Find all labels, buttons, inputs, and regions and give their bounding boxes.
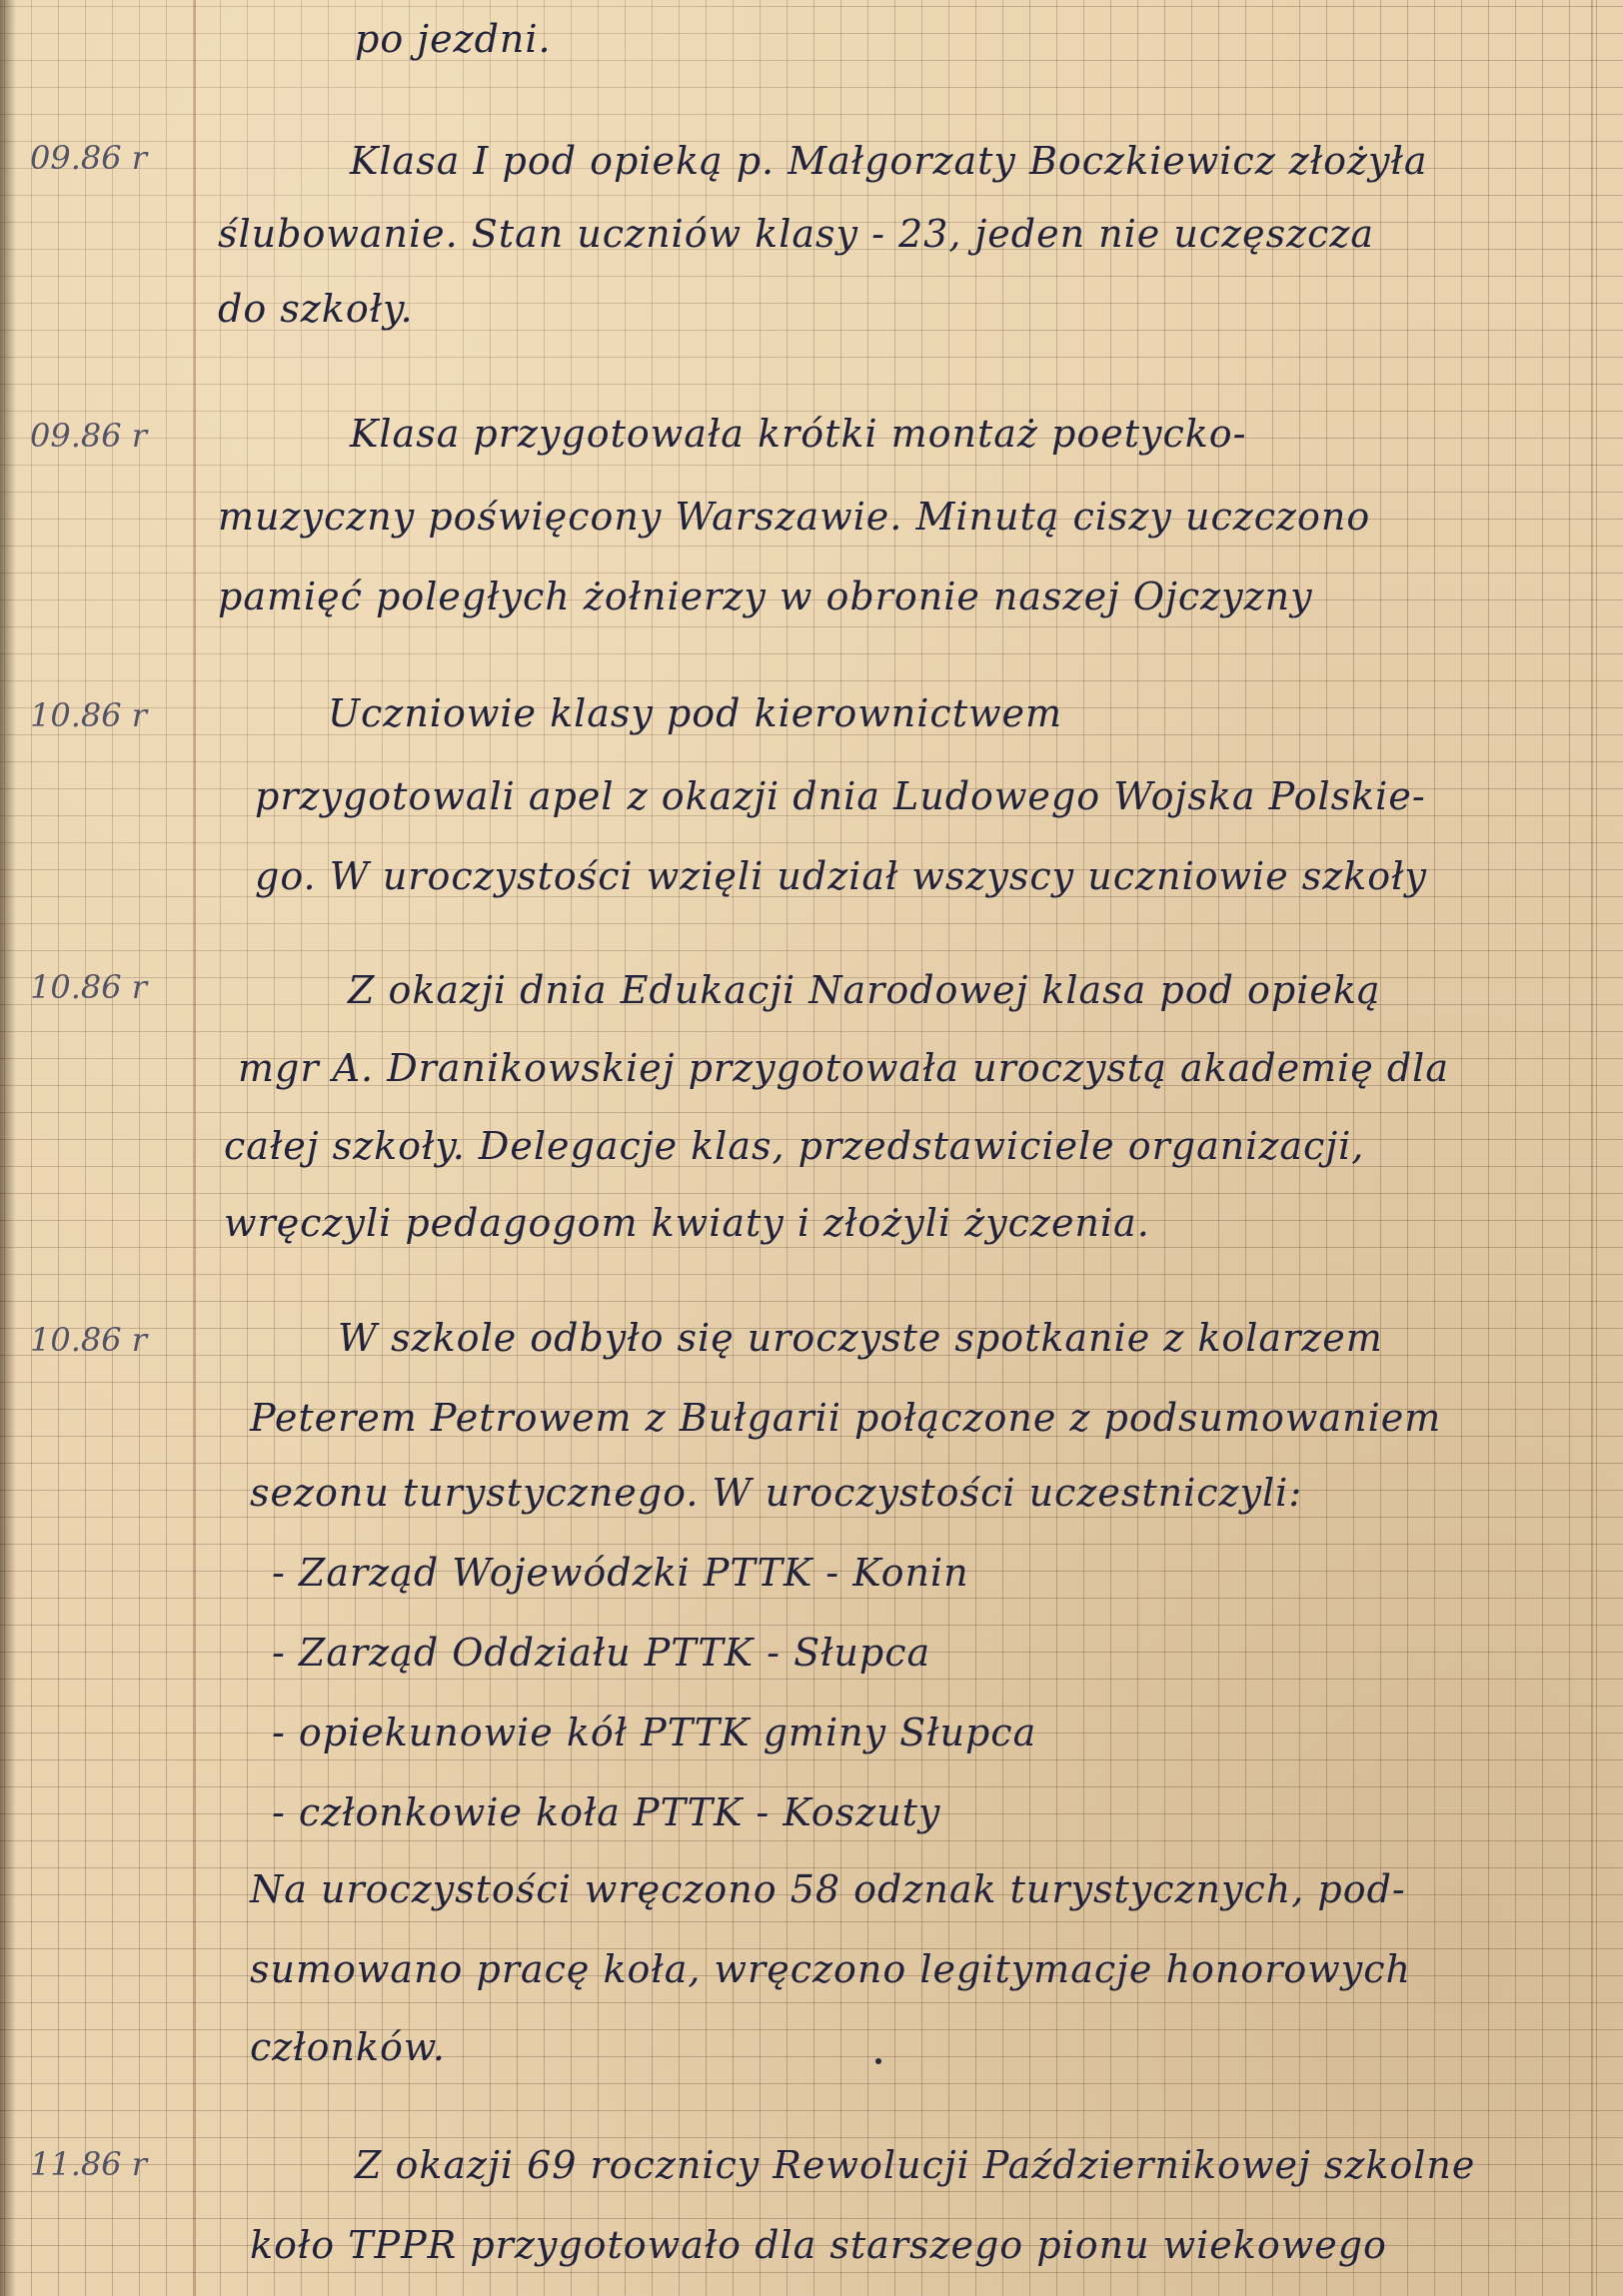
entry-date: 09.86 r (30, 139, 148, 177)
entry-date: 09.86 r (30, 417, 148, 455)
text-line: Z okazji 69 rocznicy Rewolucji Październikowej szkolne (355, 2143, 1476, 2187)
text-line: - opiekunowie kół PTTK gminy Słupca (272, 1711, 1037, 1754)
text-line: sumowano pracę koła, wręczono legitymacje honorowych (250, 1947, 1411, 1991)
entry-date: 11.86 r (30, 2145, 148, 2183)
margin-line (194, 0, 196, 2296)
text-line: Na uroczystości wręczono 58 odznak turystycznych, pod- (250, 1867, 1406, 1911)
page-edge-shadow (0, 0, 16, 2296)
text-line: całej szkoły. Delegacje klas, przedstawiciele organizacji, (224, 1124, 1365, 1168)
right-margin-line (1591, 0, 1593, 2296)
text-line: W szkole odbyło się uroczyste spotkanie z kolarzem (338, 1316, 1383, 1360)
ink-dot (875, 2058, 881, 2064)
text-line: ślubowanie. Stan uczniów klasy - 23, jeden nie uczęszcza (218, 212, 1375, 256)
entry-date: 10.86 r (30, 696, 148, 734)
text-line: przygotowali apel z okazji dnia Ludowego Wojska Polskie- (255, 774, 1426, 818)
text-line: Klasa I pod opieką p. Małgorzaty Boczkiewicz złożyła (350, 139, 1428, 183)
text-line: do szkoły. (218, 287, 414, 331)
text-line: muzyczny poświęcony Warszawie. Minutą ciszy uczczono (218, 495, 1371, 539)
text-line: Uczniowie klasy pod kierownictwem (328, 691, 1063, 735)
text-line: Z okazji dnia Edukacji Narodowej klasa pod opieką (348, 968, 1381, 1012)
text-line: Peterem Petrowem z Bułgarii połączone z podsumowaniem (250, 1396, 1442, 1440)
text-line: mgr A. Dranikowskiej przygotowała uroczystą akademię dla (238, 1046, 1449, 1090)
text-line: koło TPPR przygotowało dla starszego pionu wiekowego (250, 2223, 1387, 2267)
text-line: pamięć poległych żołnierzy w obronie naszej Ojczyzny (218, 574, 1313, 618)
text-line: członków. (250, 2025, 446, 2069)
entry-date: 10.86 r (30, 1321, 148, 1359)
text-line: po jezdni. (355, 17, 552, 61)
text-line: Klasa przygotowała krótki montaż poetycko- (350, 412, 1247, 456)
text-line: - Zarząd Oddziału PTTK - Słupca (272, 1631, 931, 1675)
text-line: sezonu turystycznego. W uroczystości uczestniczyli: (250, 1471, 1303, 1515)
text-line: - członkowie koła PTTK - Koszuty (272, 1790, 941, 1834)
text-line: - Zarząd Wojewódzki PTTK - Konin (272, 1551, 969, 1595)
entry-date: 10.86 r (30, 968, 148, 1006)
text-line: wręczyli pedagogom kwiaty i złożyli życzenia. (224, 1201, 1150, 1245)
text-line: go. W uroczystości wzięli udział wszyscy uczniowie szkoły (255, 854, 1427, 898)
